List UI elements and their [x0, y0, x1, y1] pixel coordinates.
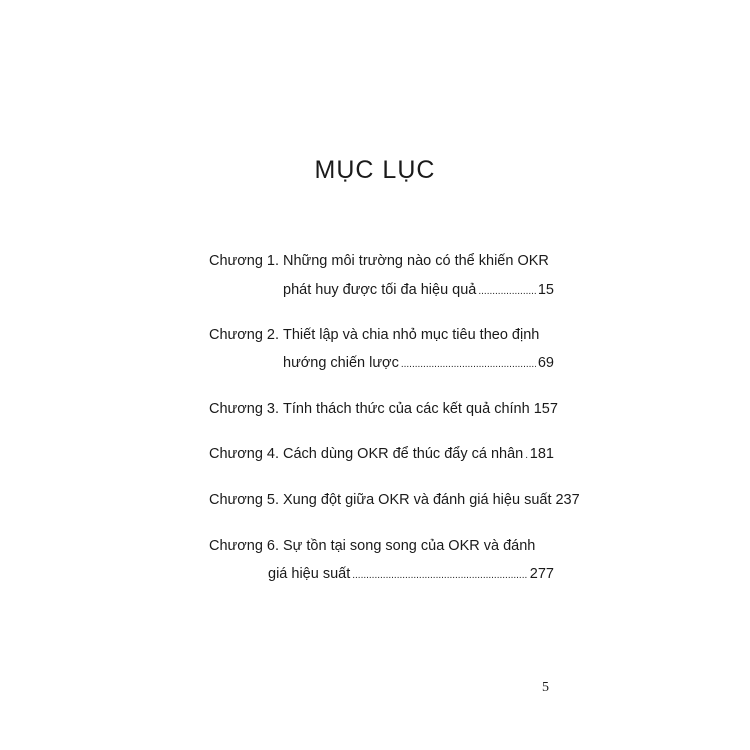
page-title: MỤC LỤC — [314, 156, 436, 184]
chapter-label: Chương 4. — [209, 446, 280, 462]
page-number: 15 — [537, 282, 554, 298]
chapter-title-last-line — [283, 492, 580, 508]
dot-leader — [352, 570, 528, 581]
chapter-label: Chương 3. — [209, 401, 280, 417]
chapter-title-line-1: Những môi trường nào có thể khiến OKR — [283, 253, 549, 269]
chapter-label: Chương 1. — [209, 253, 280, 269]
dot-leader — [401, 359, 536, 370]
page-folio-number: 5 — [542, 680, 549, 695]
chapter-title-last-line — [268, 566, 554, 582]
page-number: 157 — [533, 401, 558, 417]
page-number: 69 — [537, 355, 554, 371]
chapter-label: Chương 2. — [209, 327, 280, 343]
page-number: 237 — [555, 492, 580, 508]
chapter-label: Chương 6. — [209, 538, 280, 554]
chapter-title-last-line — [283, 355, 554, 371]
chapter-title-last-line — [283, 446, 554, 462]
chapter-title-line-1: Xung đột giữa OKR và đánh giá hiệu suất — [283, 492, 552, 508]
dot-leader — [525, 450, 528, 461]
chapter-title-line-2: phát huy được tối đa hiệu quả — [283, 282, 477, 298]
chapter-title-line-2: giá hiệu suất — [268, 566, 351, 582]
chapter-title-line-2: hướng chiến lược — [283, 355, 399, 371]
chapter-title-last-line — [283, 401, 558, 417]
chapter-title-line-1: Thiết lập và chia nhỏ mục tiêu theo định — [283, 327, 540, 343]
dot-leader — [478, 286, 536, 297]
chapter-title-line-1: Cách dùng OKR để thúc đẩy cá nhân — [283, 446, 524, 462]
page-number: 277 — [529, 566, 554, 582]
chapter-title-line-1: Sự tồn tại song song của OKR và đánh — [283, 538, 536, 554]
chapter-title-last-line — [283, 282, 554, 298]
chapter-label: Chương 5. — [209, 492, 280, 508]
chapter-title-line-1: Tính thách thức của các kết quả chính — [283, 401, 530, 417]
page-number: 181 — [529, 446, 554, 462]
